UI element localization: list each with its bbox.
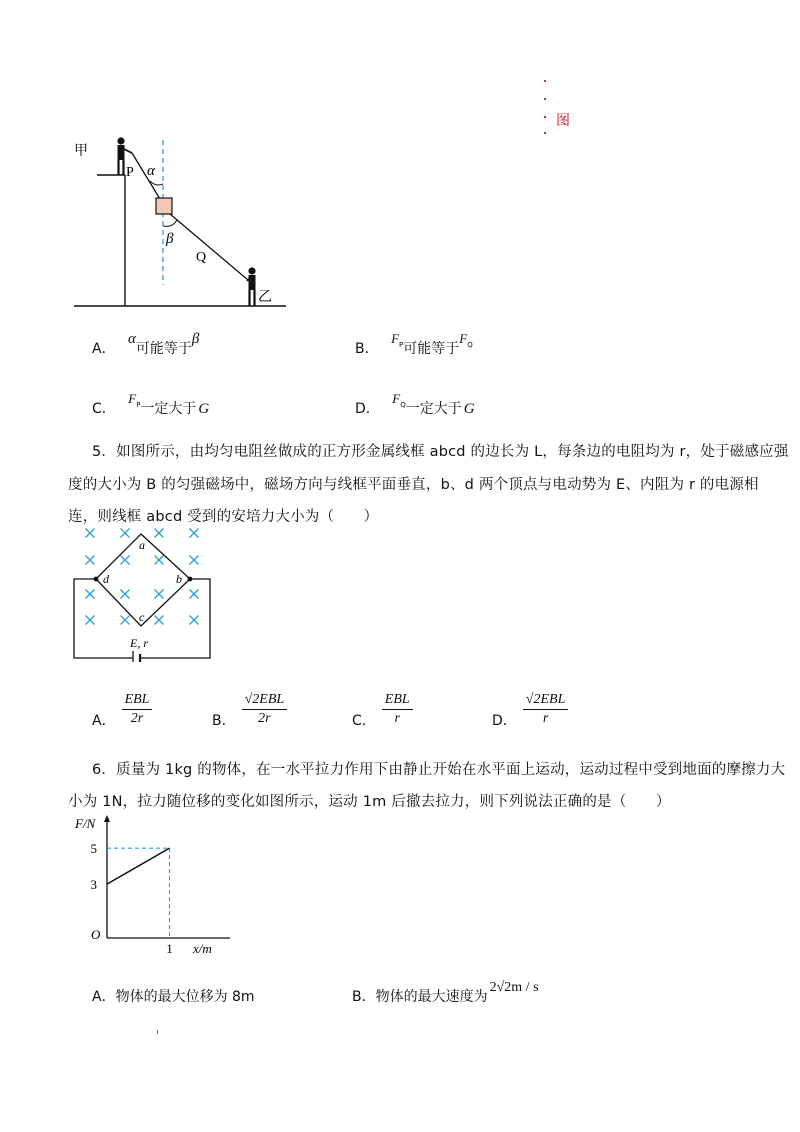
q5-option-c[interactable]: C． $\frac{\text{EBL}}{r}$ [352,688,413,730]
force-line [107,848,170,884]
person-b-label: 乙 [258,290,272,305]
margin-dot [544,132,546,134]
wire-left [74,579,128,658]
margin-note [540,76,580,146]
angle-beta-arc [163,220,177,226]
person-a-label: 甲 [74,144,88,159]
q6-force-displacement-chart [70,812,230,957]
fraction: $\frac{\text{√2EBL}}{r}$ [523,692,569,727]
person-b-icon [247,267,256,306]
q5-line-1: 5．如图所示，由均匀电阻丝做成的正方形金属线框 abcd 的边长为 L，每条边的电阻均为 r，处于磁感应强 [92,444,789,460]
q4-option-d[interactable]: D． $F_Q$一定大于 G [355,391,475,417]
stray-mark [157,1030,158,1034]
q6-option-b[interactable]: B．物体的最大速度为2√2m / s [352,980,539,1005]
junction-d [94,577,99,582]
q5-line-3: 连，则线框 abcd 受到的安培力大小为（ ） [68,509,379,525]
x-tick-label: 1 [166,941,173,956]
vertex-b-label: b [176,572,182,586]
rope-p-label: P [126,165,134,180]
junction-b [188,577,193,582]
origin-label: O [91,927,101,942]
q4-option-a[interactable]: A． α可能等于β [92,331,200,357]
angle-alpha-arc [150,181,163,185]
margin-dot [544,80,546,82]
symbol-beta: β [191,331,200,347]
fraction: $\frac{\text{√2EBL}}{2r}$ [242,692,288,727]
vertex-c-label: c [139,610,145,624]
y-tick-label: 5 [90,841,97,857]
q4-option-b[interactable]: B． $F_P$可能等于$F_Q$ [355,331,473,357]
fraction: $\frac{\text{EBL}}{2r}$ [122,692,153,727]
rope-q-label: Q [196,250,207,265]
vertex-a-label: a [139,538,145,552]
y-tick-label: 3 [90,877,97,893]
vertex-d-label: d [103,572,109,586]
max-speed-value: 2√2m / s [489,980,539,995]
symbol-alpha: α [128,331,136,347]
q5-option-a[interactable]: A． $\frac{\text{EBL}}{2r}$ [92,688,152,730]
source-label: E, r [130,636,148,650]
margin-dot [544,98,546,100]
margin-dot [544,116,546,118]
q6-line-1: 6．质量为 1kg 的物体，在一水平拉力作用下由静止开始在水平面上运动，运动过程中受到地面的摩擦力大 [92,762,786,778]
q5-figure [66,522,216,662]
rope-q [170,214,248,280]
q4-option-c[interactable]: C． $F_P$一定大于 G [92,391,210,417]
fraction: $\frac{\text{EBL}}{r}$ [382,692,413,727]
angle-beta-label: β [166,231,174,247]
q6-line-2: 小为 1N，拉力随位移的变化如图所示，运动 1m 后撤去拉力，则下列说法正确的是（ ） [68,794,671,810]
q6-option-a[interactable]: A．物体的最大位移为 8m [92,989,255,1005]
q5-option-d[interactable]: D． $\frac{\text{√2EBL}}{r}$ [492,688,568,730]
y-axis-arrow [104,815,110,822]
block [156,198,172,214]
y-axis-label: F/N [75,816,96,831]
q4-figure [70,130,290,315]
margin-note-label: 图 [556,113,570,129]
angle-alpha-label: α [147,163,155,179]
q5-option-b[interactable]: B． $\frac{\text{√2EBL}}{2r}$ [212,688,287,730]
x-axis-label: x/m [193,941,212,956]
rope-p [132,153,160,199]
q5-line-2: 度的大小为 B 的匀强磁场中，磁场方向与线框平面垂直，b、d 两个顶点与电动势为 E、内阻为 r 的电源相 [68,477,759,493]
